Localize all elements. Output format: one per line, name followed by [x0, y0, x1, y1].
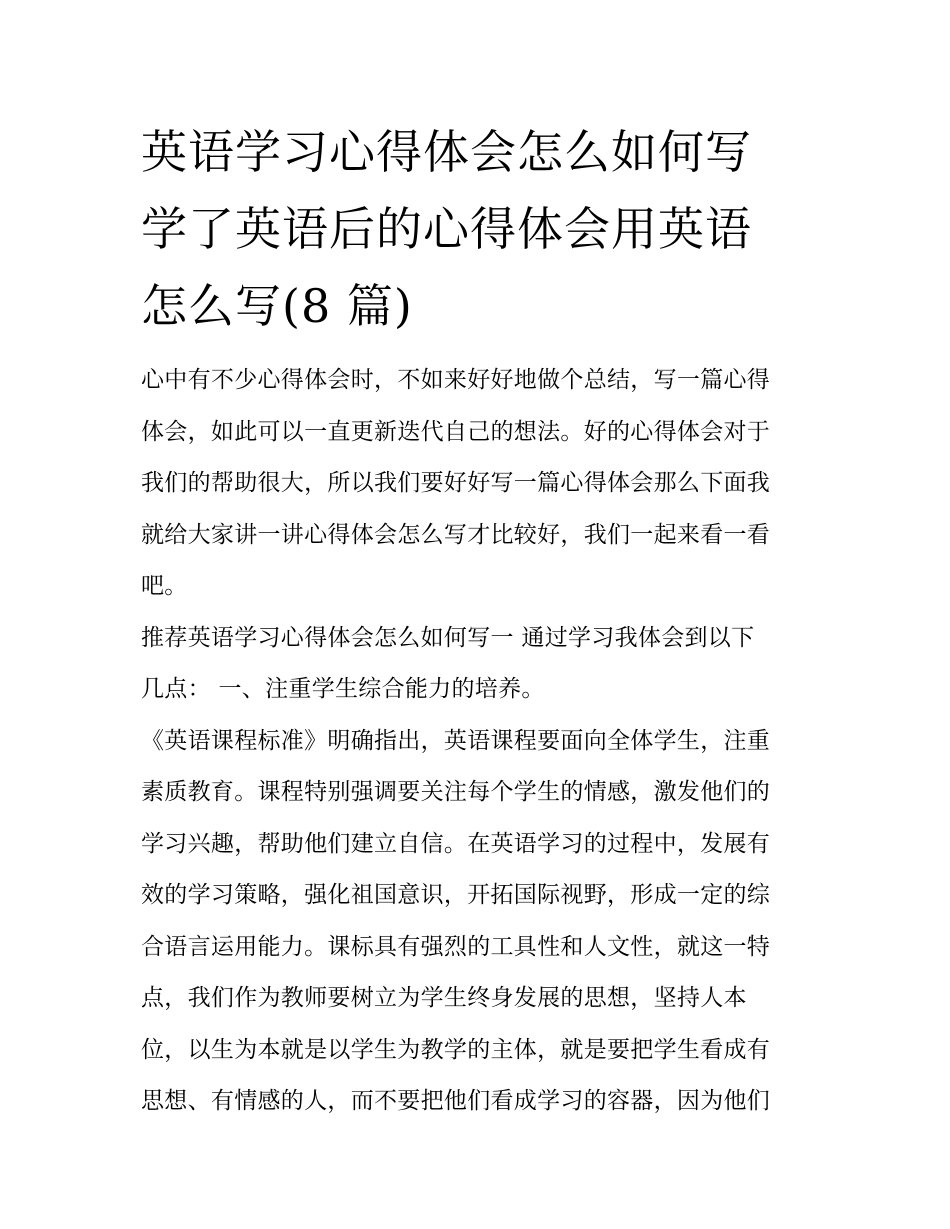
document-body	[141, 355, 821, 1128]
body-line: 体会，如此可以一直更新迭代自己的想法。好的心得体会对于	[141, 418, 771, 445]
body-line: 吧。	[141, 573, 188, 599]
body-line: 素质教育。课程特别强调要关注每个学生的情感，激发他们的	[141, 779, 771, 805]
body-line: 位，以生为本就是以学生为教学的主体，就是要把学生看成有	[141, 1036, 771, 1063]
body-line: 点，我们作为教师要树立为学生终身发展的思想，坚持人本	[141, 985, 747, 1011]
title-line: 怎么写(8 篇)	[141, 279, 413, 333]
body-line: 就给大家讲一讲心得体会怎么写才比较好，我们一起来看一看	[141, 521, 771, 548]
body-line: 合语言运用能力。课标具有强烈的工具性和人文性，就这一特	[141, 933, 771, 960]
title-line: 学了英语后的心得体会用英语	[141, 202, 752, 256]
body-line: 几点： 一、注重学生综合能力的培养。	[141, 676, 545, 702]
body-line: 思想、有情感的人，而不要把他们看成学习的容器，因为他们	[141, 1088, 771, 1114]
body-line: 推荐英语学习心得体会怎么如何写一 通过学习我体会到以下	[141, 624, 755, 651]
body-line: 效的学习策略，强化祖国意识，开拓国际视野，形成一定的综	[141, 882, 771, 908]
body-line: 《英语课程标准》明确指出，英语课程要面向全体学生，注重	[141, 727, 771, 754]
title-line: 英语学习心得体会怎么如何写	[141, 125, 752, 179]
document-title	[141, 114, 821, 345]
body-line: 心中有不少心得体会时，不如来好好地做个总结，写一篇心得	[141, 367, 771, 393]
body-line: 我们的帮助很大，所以我们要好好写一篇心得体会那么下面我	[141, 470, 771, 496]
body-line: 学习兴趣，帮助他们建立自信。在英语学习的过程中，发展有	[141, 830, 771, 857]
